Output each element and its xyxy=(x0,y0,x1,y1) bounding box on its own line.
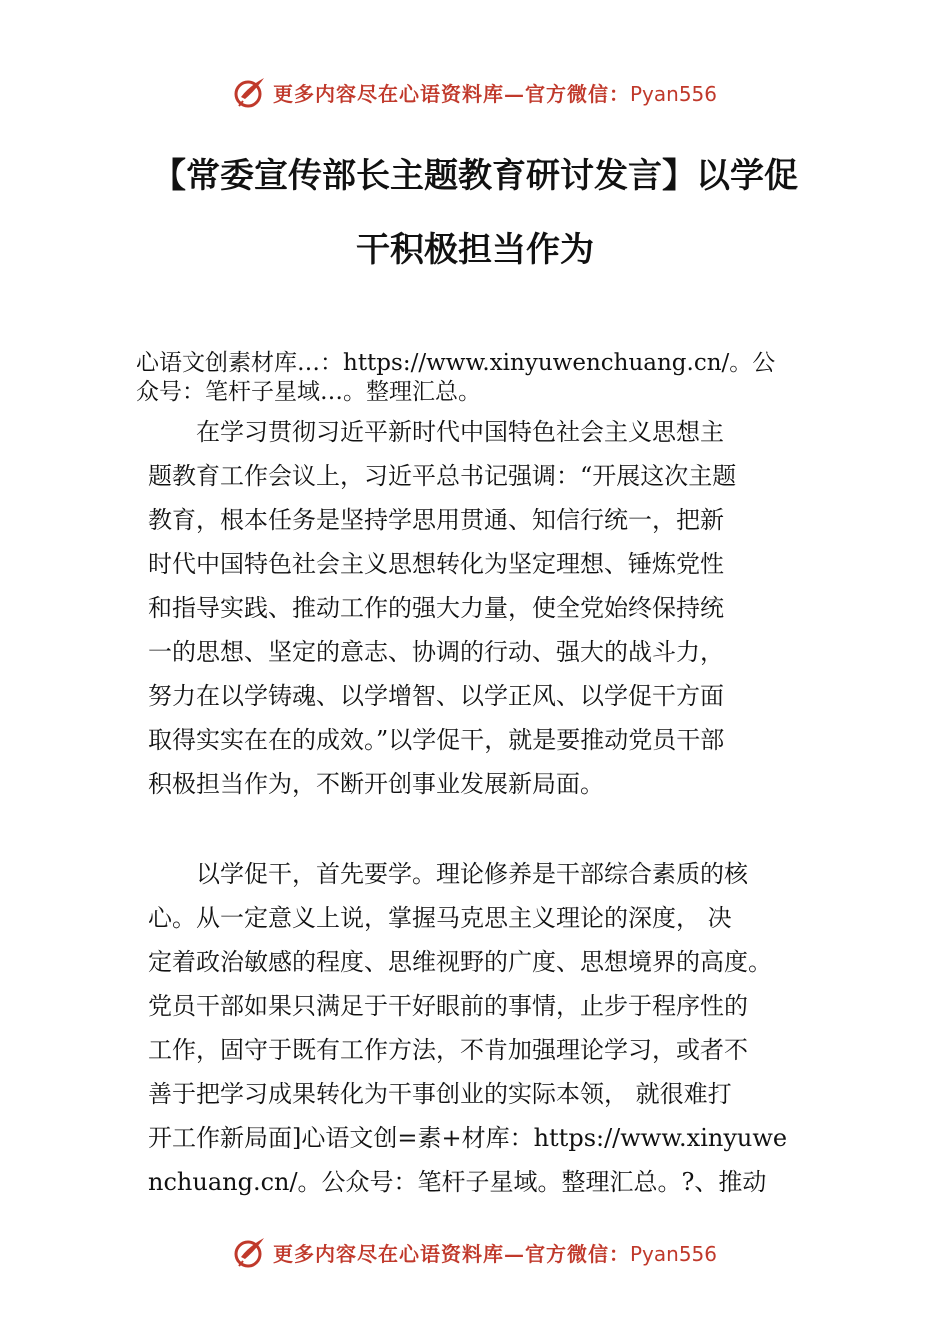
header-watermark xyxy=(0,72,950,112)
document-title-line-2: 干积极担当作为 xyxy=(356,230,594,270)
paragraph-line: 工作，固守于既有工作方法，不肯加强理论学习，或者不 xyxy=(148,1036,748,1064)
paragraph-line: 心。从一定意义上说，掌握马克思主义理论的深度， 决 xyxy=(148,904,732,932)
paragraph-1 xyxy=(136,410,836,806)
paragraph-line: 和指导实践、推动工作的强大力量，使全党始终保持统 xyxy=(148,594,724,622)
watermark-text xyxy=(273,78,717,107)
paragraph-line: 教育，根本任务是坚持学思用贯通、知信行统一，把新 xyxy=(148,506,724,534)
paragraph-line: 积极担当作为，不断开创事业发展新局面。 xyxy=(148,770,604,798)
paragraph-line: 取得实实在在的成效。”以学促干，就是要推动党员干部 xyxy=(148,726,725,754)
footer-watermark xyxy=(0,1232,950,1272)
paragraph-line: 党员干部如果只满足于干好眼前的事情，止步于程序性的 xyxy=(148,992,748,1020)
quill-logo-icon xyxy=(233,75,267,109)
watermark-text xyxy=(273,1238,717,1267)
paragraph-line: 以学促干，首先要学。理论修养是干部综合素质的核 xyxy=(196,860,748,888)
paragraph-line: 在学习贯彻习近平新时代中国特色社会主义思想主 xyxy=(196,418,724,446)
paragraph-line: 努力在以学铸魂、以学增智、以学正风、以学促干方面 xyxy=(148,682,724,710)
watermark-label: 更多内容尽在心语资料库—官方微信： xyxy=(272,81,630,106)
paragraph-line: 一的思想、坚定的意志、协调的行动、强大的战斗力， xyxy=(148,638,724,666)
paragraph-line: 善于把学习成果转化为干事创业的实际本领， 就很难打 xyxy=(148,1080,732,1108)
document-title-line-1: 【常委宣传部长主题教育研讨发言】以学促 xyxy=(152,156,798,196)
paragraph-line: 时代中国特色社会主义思想转化为坚定理想、锤炼党性 xyxy=(148,550,724,578)
paragraph-2 xyxy=(136,852,836,1204)
paragraph-line: nchuang.cn/。公众号：笔杆子星域。整理汇总。?、推动 xyxy=(148,1168,767,1196)
paragraph-line: 开工作新局面]心语文创=素+材库：https://www.xinyuwe xyxy=(148,1124,788,1152)
source-note xyxy=(136,349,836,407)
paragraph-line: 题教育工作会议上，习近平总书记强调：“开展这次主题 xyxy=(148,462,737,490)
quill-logo-icon xyxy=(233,1235,267,1269)
source-line: 心语文创素材库…：https://www.xinyuwenchuang.cn/。公 xyxy=(136,350,776,376)
watermark-wechat-id: Pyan556 xyxy=(629,81,717,106)
watermark-wechat-id: Pyan556 xyxy=(629,1241,717,1266)
paragraph-line: 定着政治敏感的程度、思维视野的广度、思想境界的高度。 xyxy=(148,948,772,976)
watermark-label: 更多内容尽在心语资料库—官方微信： xyxy=(272,1241,630,1266)
source-line: 众号：笔杆子星域…。整理汇总。 xyxy=(136,379,481,405)
